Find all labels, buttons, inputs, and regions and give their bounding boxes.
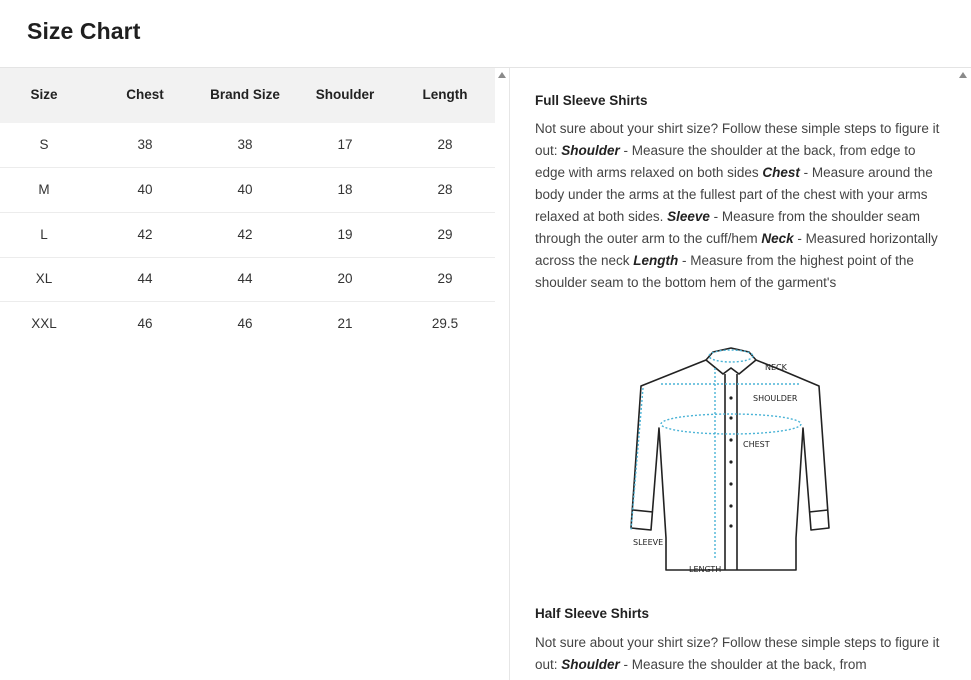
cell-size: S xyxy=(39,137,49,152)
cell-brand-size: 40 xyxy=(237,182,253,197)
table-row xyxy=(0,257,495,302)
cell-size: XL xyxy=(35,271,53,286)
label-shoulder: SHOULDER xyxy=(753,394,798,403)
cell-size: M xyxy=(38,182,50,197)
page-title: Size Chart xyxy=(27,18,141,44)
table-header xyxy=(0,68,495,123)
half-sleeve-instructions: Not sure about your shirt size? Follow these simple steps to figure it out: Shoulder - Measure the shoulder at the back, from xyxy=(535,635,940,672)
label-chest: CHEST xyxy=(743,440,770,449)
cell-brand-size: 44 xyxy=(237,271,253,286)
cell-shoulder: 21 xyxy=(337,316,353,331)
column-header-size: Size xyxy=(30,87,58,102)
cell-shoulder: 20 xyxy=(337,271,353,286)
guide-scrollbar[interactable] xyxy=(956,68,971,680)
cell-length: 28 xyxy=(437,137,453,152)
cell-size: XXL xyxy=(31,316,57,331)
section-title-full-sleeve: Full Sleeve Shirts xyxy=(535,93,648,108)
label-length: LENGTH xyxy=(689,565,722,574)
cell-chest: 38 xyxy=(137,137,153,152)
cell-length: 28 xyxy=(437,182,453,197)
cell-chest: 40 xyxy=(137,182,153,197)
column-header-length: Length xyxy=(422,87,468,102)
header xyxy=(0,0,971,68)
cell-brand-size: 46 xyxy=(237,316,253,331)
shirt-measurement-diagram xyxy=(621,338,841,578)
label-sleeve: SLEEVE xyxy=(633,538,664,547)
cell-chest: 46 xyxy=(137,316,153,331)
cell-length: 29 xyxy=(437,227,453,242)
table-scrollbar[interactable] xyxy=(495,68,510,680)
cell-brand-size: 42 xyxy=(237,227,253,242)
cell-size: L xyxy=(40,227,48,242)
table-row xyxy=(0,302,495,347)
scroll-up-arrow-icon[interactable] xyxy=(498,72,506,78)
full-sleeve-instructions: Not sure about your shirt size? Follow these simple steps to figure it out: Shoulder - Measure the shoulder at the back, from edge to edge with arms relaxed on both sides Chest - Measure around the body under the arms at the fullest part of the chest with your arms relaxed at both sides. Sleeve - Measure from the shoulder seam through the outer arm to the cuff/hem Neck - Measured horizontally across the neck Length - Measure from the highest point of the shoulder seam to the bottom hem of the garment's xyxy=(535,121,940,290)
cell-shoulder: 17 xyxy=(337,137,353,152)
label-neck: NECK xyxy=(765,363,787,372)
cell-shoulder: 19 xyxy=(337,227,353,242)
table-row xyxy=(0,123,495,168)
column-header-chest: Chest xyxy=(126,87,164,102)
cell-shoulder: 18 xyxy=(337,182,353,197)
cell-length: 29 xyxy=(437,271,453,286)
scroll-up-arrow-icon[interactable] xyxy=(959,72,967,78)
cell-brand-size: 38 xyxy=(237,137,253,152)
table-row xyxy=(0,168,495,213)
column-header-brand-size: Brand Size xyxy=(210,87,280,102)
table-row xyxy=(0,213,495,258)
cell-length: 29.5 xyxy=(431,316,459,331)
section-title-half-sleeve: Half Sleeve Shirts xyxy=(535,606,650,621)
column-header-shoulder: Shoulder xyxy=(315,87,375,102)
size-table xyxy=(0,68,495,680)
cell-chest: 44 xyxy=(137,271,153,286)
measurement-guide xyxy=(511,68,956,680)
cell-chest: 42 xyxy=(137,227,153,242)
